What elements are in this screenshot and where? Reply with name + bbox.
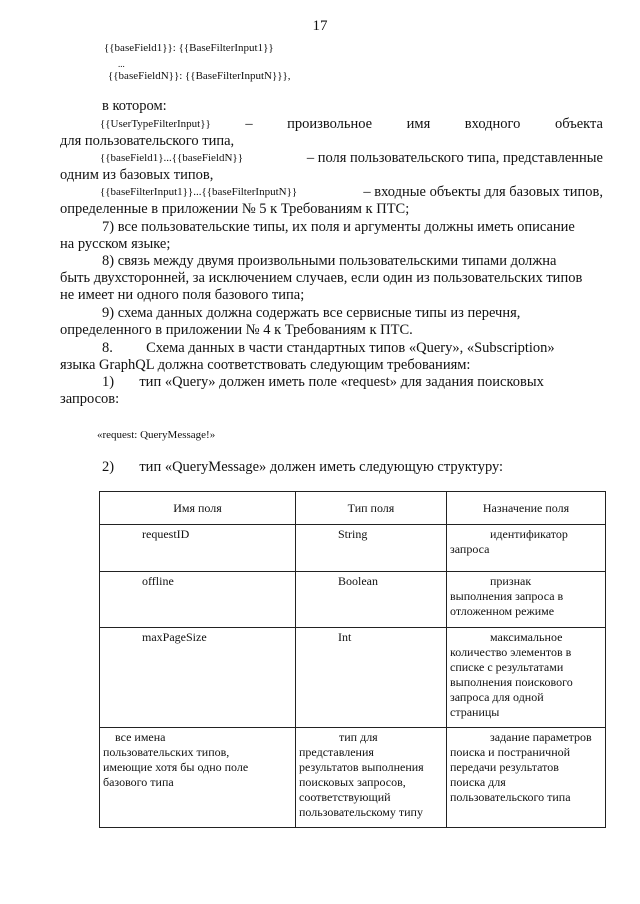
type-line: тип для: [339, 730, 378, 744]
sub-1-text: тип «Query» должен иметь поле «request» для задания поисковых: [139, 374, 544, 390]
sub-2-line: [102, 459, 603, 476]
section-8-number: 8.: [102, 340, 113, 356]
name-line: все имена: [115, 730, 166, 744]
sub-2-text: тип «QueryMessage» должен иметь следующую структуру:: [139, 459, 504, 475]
definition-2-text: – поля пользовательского типа, представленные: [306, 150, 603, 166]
in-which-label: в котором:: [102, 98, 167, 114]
item-9-line-1: 9) схема данных должна содержать все сервисные типы из перечня,: [102, 305, 521, 321]
item-8-line-3: не имеет ни одного поля базового типа;: [60, 287, 305, 303]
definition-1-word-2: имя: [406, 116, 431, 132]
purpose-line: списке с результатами: [450, 660, 564, 674]
field-name-cell: maxPageSize: [100, 628, 296, 728]
header-field-name: Имя поля: [100, 492, 296, 525]
purpose-line: задание параметров: [490, 730, 592, 744]
table-row: [100, 572, 606, 628]
item-9-line-2: определенного в приложении № 4 к Требованиям к ПТС.: [60, 322, 413, 338]
definition-1: [100, 116, 603, 133]
purpose-line: поиска и постраничной: [450, 745, 571, 759]
code-line-last: {{baseFieldN}}: {{BaseFilterInputN}}},: [108, 70, 291, 82]
purpose-line: признак: [490, 574, 532, 588]
page-number: 17: [312, 18, 328, 34]
definition-2: [100, 150, 603, 167]
definition-1-continuation: для пользовательского типа,: [60, 133, 235, 149]
purpose-line: запроса для одной: [450, 690, 544, 704]
definition-1-dash: –: [245, 116, 253, 132]
section-8-line-1: [102, 340, 603, 357]
table-row: [100, 628, 606, 728]
purpose-line: поиска для: [450, 775, 506, 789]
purpose-line: отложенном режиме: [450, 604, 555, 618]
field-purpose-cell: [447, 728, 606, 828]
header-field-type: Тип поля: [296, 492, 447, 525]
purpose-line: передачи результатов: [450, 760, 559, 774]
sub-2-number: 2): [102, 459, 115, 475]
definition-3-continuation: определенные в приложении № 5 к Требованиям к ПТС;: [60, 201, 410, 217]
definition-1-word-1: произвольное: [287, 116, 373, 132]
field-purpose-cell: [447, 628, 606, 728]
sub-1-line-2: запросов:: [60, 391, 120, 407]
query-message-table: [99, 491, 606, 828]
type-line: поисковых запросов,: [299, 775, 406, 789]
item-7-line-2: на русском языке;: [60, 236, 171, 252]
name-line: пользовательских типов,: [103, 745, 230, 759]
table-header-row: [100, 492, 606, 525]
definition-3-code: {{baseFilterInput1}}...{{baseFilterInputN}}: [100, 186, 298, 198]
definition-1-word-4: объекта: [554, 116, 603, 132]
purpose-line: страницы: [450, 705, 500, 719]
type-line: пользовательскому типу: [299, 805, 423, 819]
type-line: результатов выполнения: [299, 760, 424, 774]
field-name-cell: offline: [100, 572, 296, 628]
field-purpose-cell: [447, 525, 606, 572]
item-7-line-1: 7) все пользовательские типы, их поля и аргументы должны иметь описание: [102, 219, 575, 235]
sub-1-number: 1): [102, 374, 115, 390]
section-8-text: Схема данных в части стандартных типов «Query», «Subscription»: [146, 340, 555, 356]
purpose-line: количество элементов в: [450, 645, 572, 659]
definition-1-word-3: входного: [464, 116, 521, 132]
purpose-line: выполнения поискового: [450, 675, 573, 689]
request-field-code: «request: QueryMessage!»: [97, 429, 216, 441]
item-8-line-1: 8) связь между двумя произвольными пользовательскими типами должна: [102, 253, 557, 269]
purpose-line: максимальное: [490, 630, 563, 644]
table-row: [100, 728, 606, 828]
field-type-cell: String: [296, 525, 447, 572]
purpose-line: идентификатор: [490, 527, 568, 541]
code-line-first: {{baseField1}}: {{BaseFilterInput1}}: [104, 42, 274, 54]
type-line: представления: [299, 745, 374, 759]
sub-1-line-1: [102, 374, 603, 391]
field-type-cell: [296, 728, 447, 828]
purpose-line: пользовательского типа: [450, 790, 571, 804]
field-type-cell: Int: [296, 628, 447, 728]
name-line: базового типа: [103, 775, 174, 789]
table-row: [100, 525, 606, 572]
definition-1-code: {{UserTypeFilterInput}}: [100, 118, 211, 130]
header-field-purpose: Назначение поля: [447, 492, 606, 525]
definition-2-continuation: одним из базовых типов,: [60, 167, 214, 183]
code-ellipsis: ...: [118, 59, 125, 69]
item-8-line-2: быть двухсторонней, за исключением случаев, если один из пользовательских типов: [60, 270, 583, 286]
section-8-line-2: языка GraphQL должна соответствовать следующим требованиям:: [60, 357, 471, 373]
definition-3-text: – входные объекты для базовых типов,: [363, 184, 603, 200]
name-line: имеющие хотя бы одно поле: [103, 760, 249, 774]
purpose-line: выполнения запроса в: [450, 589, 564, 603]
field-name-cell: [100, 728, 296, 828]
purpose-line: запроса: [450, 542, 490, 556]
field-type-cell: Boolean: [296, 572, 447, 628]
definition-2-code: {{baseField1}...{{baseFieldN}}: [100, 152, 243, 164]
field-purpose-cell: [447, 572, 606, 628]
definition-3: [100, 184, 603, 201]
type-line: соответствующий: [299, 790, 391, 804]
field-name-cell: requestID: [100, 525, 296, 572]
